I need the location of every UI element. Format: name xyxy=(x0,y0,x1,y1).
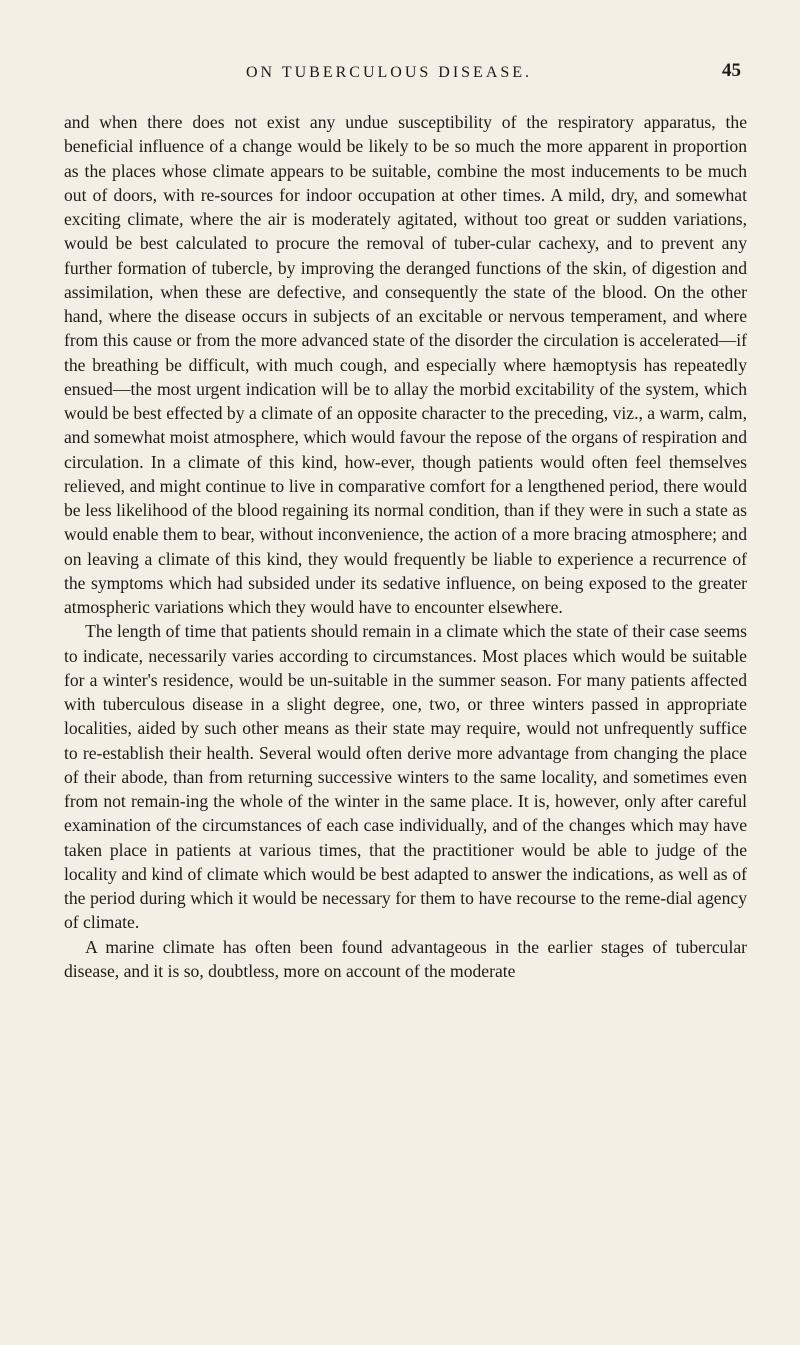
page-number: 45 xyxy=(722,60,741,81)
running-title: ON TUBERCULOUS DISEASE. xyxy=(246,64,533,81)
body-text xyxy=(64,110,747,983)
paragraph: A marine climate has often been found advantageous in the earlier stages of tubercular disease, and it is so, doubtless, more on account of the moderate xyxy=(64,936,747,981)
paragraph: The length of time that patients should remain in a climate which the state of their case seems to indicate, necessarily varies according to circumstances. Most places which would be suitable for a winter's residence, would be un-suitable in the summer season. For many patients affected with tuberculous disease in a slight degree, one, two, or three winters passed in appropriate localities, aided by such other means as their state may require, would not unfrequently suffice to re-establish their health. Several would often derive more advantage from changing the place of their abode, than from returning successive winters to the same locality, and sometimes even from not remain-ing the whole of the winter in the same place. It is, however, only after careful examination of the circumstances of each case individually, and of the changes which may have taken place in patients at various times, that the practitioner would be able to judge of the locality and kind of climate which would be best adapted to answer the indications, as well as of the period during which it would be necessary for them to have recourse to the reme-dial agency of climate. xyxy=(64,621,747,933)
paragraph: and when there does not exist any undue susceptibility of the respiratory apparatus, the beneficial influence of a change would be likely to be so much the more apparent in proportion as the places whose climate appears to be suitable, combine the most inducements to be much out of doors, with re-sources for indoor occupation at other times. A mild, dry, and somewhat exciting climate, where the air is moderately agitated, without too great or sudden variations, would be best calculated to procure the removal of tuber-cular cachexy, and to prevent any further formation of tubercle, by improving the deranged functions of the skin, of digestion and assimilation, when these are defective, and consequently the state of the blood. On the other hand, where the disease occurs in subjects of an excitable or nervous temperament, and where from this cause or from the more advanced state of the disorder the circulation is accelerated—if the breathing be difficult, with much cough, and especially where hæmoptysis has repeatedly ensued—the most urgent indication will be to allay the morbid excitability of the system, which would be best effected by a climate of an opposite character to the preceding, viz., a warm, calm, and somewhat moist atmosphere, which would favour the repose of the organs of respiration and circulation. In a climate of this kind, how-ever, though patients would often feel themselves relieved, and might continue to live in comparative comfort for a lengthened period, there would be less likelihood of the blood regaining its normal condition, than if they were in such a state as would enable them to bear, without inconvenience, the action of a more bracing atmosphere; and on leaving a climate of this kind, they would frequently be liable to experience a recurrence of the symptoms which had subsided under its sedative influence, on being exposed to the greater atmospheric variations which they would have to encounter elsewhere. xyxy=(64,112,747,617)
